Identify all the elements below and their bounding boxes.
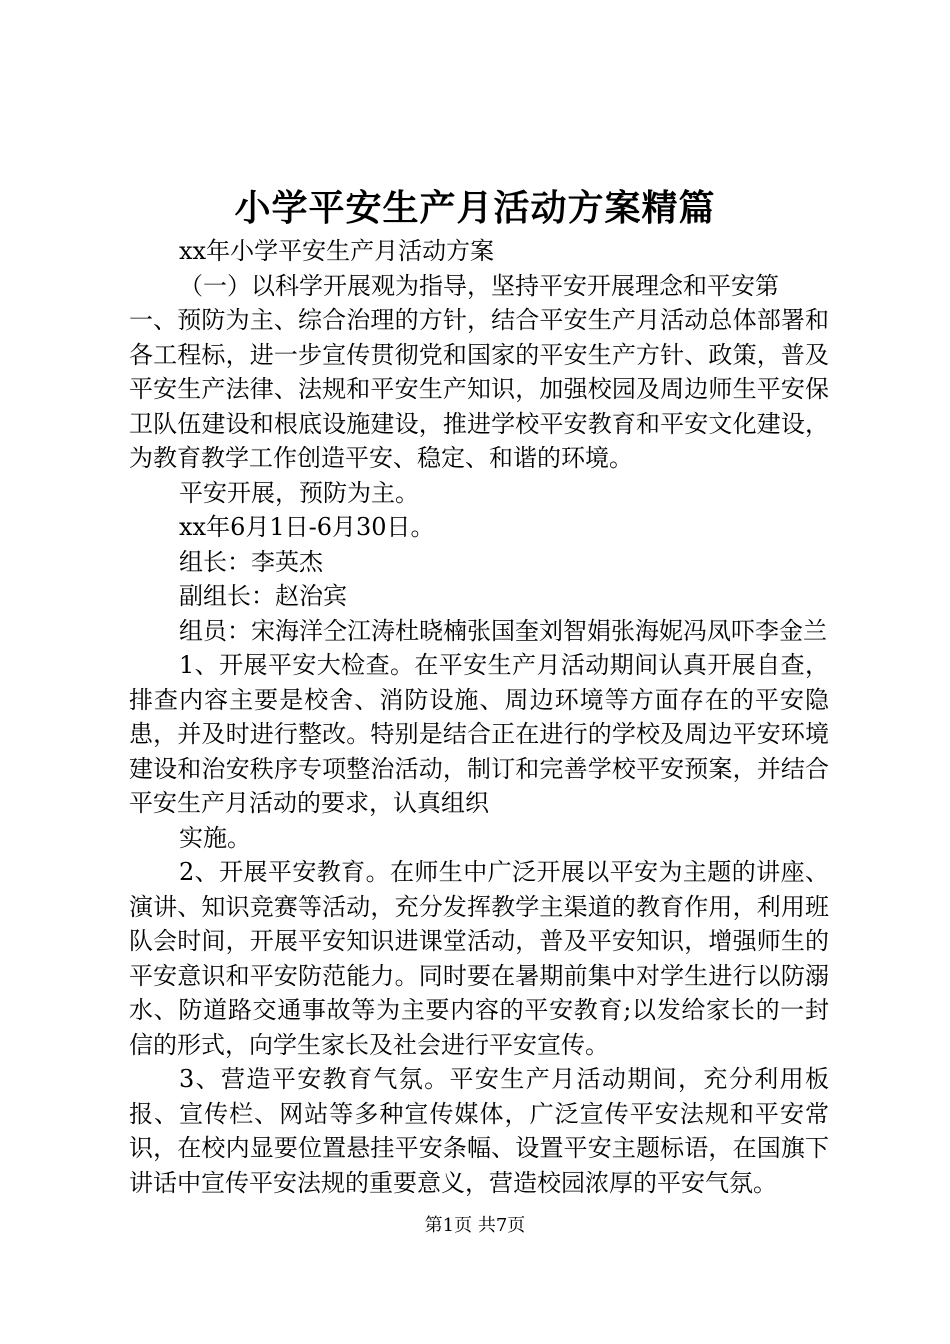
paragraph: 2、开展平安教育。在师生中广泛开展以平安为主题的讲座、演讲、知识竞赛等活动，充分发挥教学主渠道的教育作用，利用班队会时间，开展平安知识进课堂活动，普及平安知识，增强师生的平安意识和平安防范能力。同时要在暑期前集中对学生进行以防溺水、防道路交通事故等为主要内容的平安教育;以发给家长的一封信的形式，向学生家长及社会进行平安宣传。: [129, 858, 829, 1059]
paragraph: xx年小学平安生产月活动方案: [179, 237, 495, 265]
paragraph: xx年6月1日-6月30日。: [179, 513, 435, 541]
paragraph: 组员：宋海洋仝江涛杜晓楠张国奎刘智娟张海妮冯凤吓李金兰: [179, 616, 827, 645]
paragraph: 3、营造平安教育气氛。平安生产月活动期间，充分利用板报、宣传栏、网站等多种宣传媒体，广泛宣传平安法规和平安常识，在校内显要位置悬挂平安条幅、设置平安主题标语，在国旗下讲话中宣传平安法规的重要意义，营造校园浓厚的平安气氛。: [129, 1065, 829, 1197]
paragraph: 平安开展，预防为主。: [179, 478, 419, 507]
paragraph: 一、预防为主、综合治理的方针，结合平安生产月活动总体部署和各工程标，进一步宣传贯彻党和国家的平安生产方针、政策，普及平安生产法律、法规和平安生产知识，加强校园及周边师生平安保卫队伍建设和根底设施建设，推进学校平安教育和平安文化建设，为教育教学工作创造平安、稳定、和谐的环境。: [129, 306, 829, 472]
paragraph: 实施。: [179, 823, 251, 852]
document-body: [129, 234, 829, 1200]
document-title: 小学平安生产月活动方案精篇: [234, 187, 716, 229]
page-number-footer: 第1页 共7页: [424, 1215, 526, 1236]
paragraph: （一）以科学开展观为指导，坚持平安开展理念和平安第: [179, 271, 779, 300]
paragraph: 副组长：赵治宾: [179, 582, 347, 610]
paragraph: 1、开展平安大检查。在平安生产月活动期间认真开展自查，排查内容主要是校舍、消防设施、周边环境等方面存在的平安隐患，并及时进行整改。特别是结合正在进行的学校及周边平安环境建设和治安秩序专项整治活动，制订和完善学校平安预案，并结合平安生产月活动的要求，认真组织: [129, 651, 829, 817]
paragraph: 组长：李英杰: [179, 547, 323, 576]
